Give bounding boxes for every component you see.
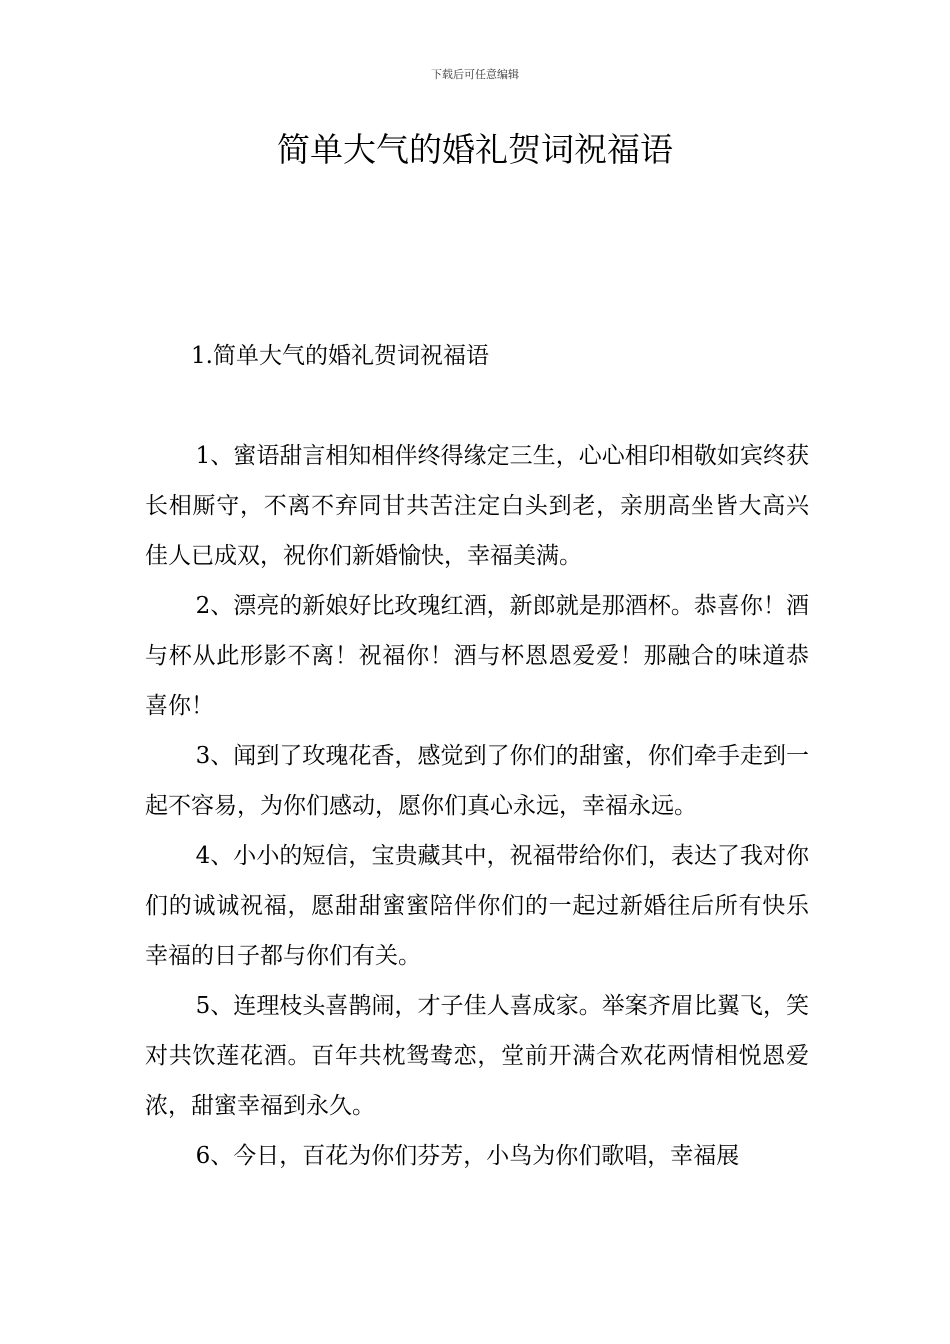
paragraph-6: 6、今日，百花为你们芬芳，小鸟为你们歌唱，幸福展 — [195, 1143, 740, 1169]
document-title: 简单大气的婚礼贺词祝福语 — [277, 130, 673, 169]
section-heading: 1.简单大气的婚礼贺词祝福语 — [191, 343, 489, 369]
paragraph-5: 5、连理枝头喜鹊闹，才子佳人喜成家。举案齐眉比翼飞，笑对共饮莲花酒。百年共枕鸳鸯恋，堂前开满合欢花两情相悦恩爱浓，甜蜜幸福到永久。 — [145, 993, 809, 1119]
document-body — [145, 331, 809, 1181]
header-note: 下载后可任意编辑 — [431, 68, 519, 81]
paragraph-2: 2、漂亮的新娘好比玫瑰红酒，新郎就是那酒杯。恭喜你！酒与杯从此形影不离！祝福你！酒与杯恩恩爱爱！那融合的味道恭喜你！ — [145, 593, 809, 719]
paragraph-3: 3、闻到了玫瑰花香，感觉到了你们的甜蜜，你们牵手走到一起不容易，为你们感动，愿你们真心永远，幸福永远。 — [145, 743, 809, 819]
paragraph-1: 1、蜜语甜言相知相伴终得缘定三生，心心相印相敬如宾终获长相厮守，不离不弃同甘共苦注定白头到老，亲朋高坐皆大高兴佳人已成双，祝你们新婚愉快，幸福美满。 — [145, 443, 809, 569]
paragraph-4: 4、小小的短信，宝贵藏其中，祝福带给你们，表达了我对你们的诚诚祝福，愿甜甜蜜蜜陪伴你们的一起过新婚往后所有快乐幸福的日子都与你们有关。 — [145, 843, 809, 969]
